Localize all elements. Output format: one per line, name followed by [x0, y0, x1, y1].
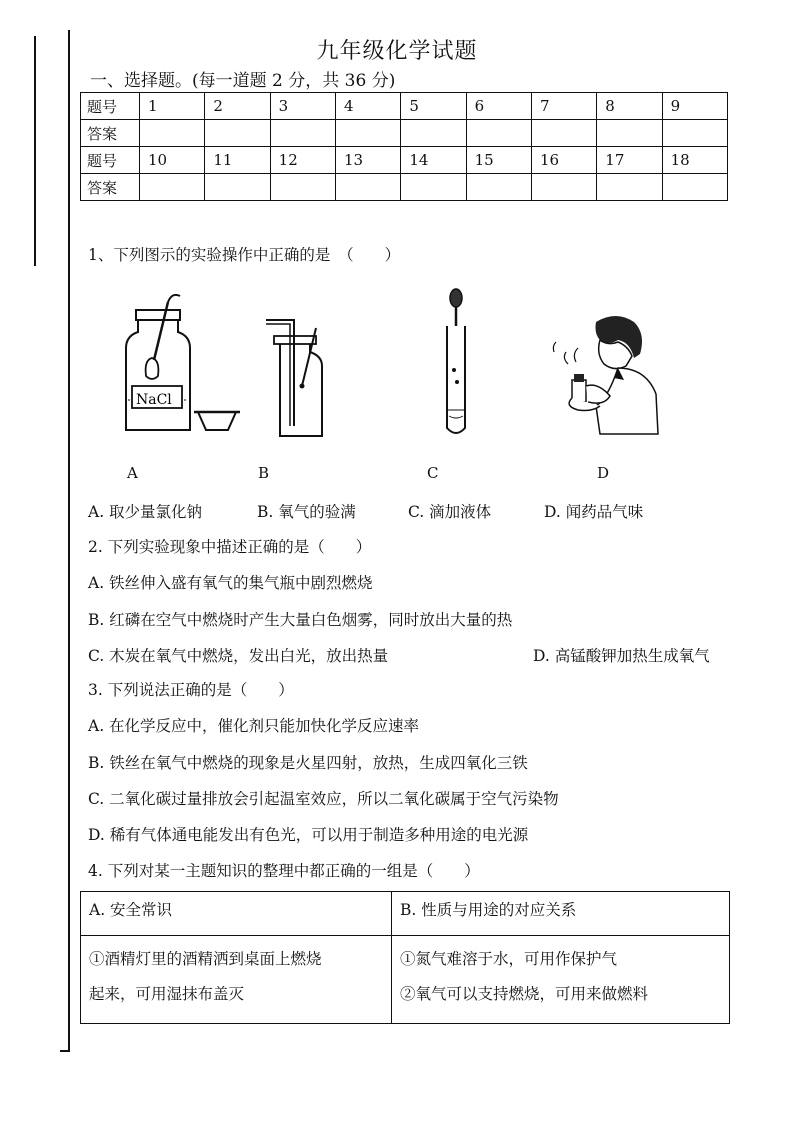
- table-header-b: B. 性质与用途的对应关系: [392, 892, 730, 936]
- figure-a-reagent-bottle: [116, 288, 246, 438]
- answer-cell[interactable]: [662, 120, 727, 147]
- binding-tick: [60, 1050, 70, 1052]
- figure-c-dropper-test-tube: [436, 286, 476, 442]
- question-number-label: 题号: [81, 93, 140, 120]
- answer-cell[interactable]: [531, 120, 596, 147]
- question-number-cell: 2: [205, 93, 270, 120]
- question-2-option-d: D. 高锰酸钾加热生成氧气: [533, 647, 710, 665]
- question-number-cell: 6: [466, 93, 531, 120]
- answer-grid: [80, 92, 728, 201]
- answer-label: 答案: [81, 120, 140, 147]
- answer-cell[interactable]: [401, 120, 466, 147]
- answer-cell[interactable]: [270, 120, 335, 147]
- question-2-option-b: B. 红磷在空气中燃烧时产生大量白色烟雾，同时放出大量的热: [88, 611, 513, 629]
- question-number-cell: 17: [597, 147, 662, 174]
- question-number-row: [81, 147, 728, 174]
- question-1-option-a: A. 取少量氯化钠: [88, 503, 203, 521]
- question-number-cell: 14: [401, 147, 466, 174]
- answer-cell[interactable]: [531, 174, 596, 201]
- question-number-cell: 11: [205, 147, 270, 174]
- question-3-option-a: A. 在化学反应中，催化剂只能加快化学反应速率: [88, 717, 420, 735]
- answer-label: 答案: [81, 174, 140, 201]
- question-number-cell: 16: [531, 147, 596, 174]
- question-number-cell: 7: [531, 93, 596, 120]
- question-4-stem: 4. 下列对某一主题知识的整理中都正确的一组是（ ）: [88, 862, 480, 880]
- section-heading: 一、选择题。(每一道题 2 分，共 36 分): [90, 71, 396, 91]
- answer-cell[interactable]: [466, 120, 531, 147]
- question-3-option-b: B. 铁丝在氧气中燃烧的现象是火星四射，放热，生成四氧化三铁: [88, 754, 528, 772]
- figure-label-b: B: [258, 464, 270, 482]
- question-number-cell: 12: [270, 147, 335, 174]
- question-number-cell: 10: [140, 147, 205, 174]
- question-number-cell: 9: [662, 93, 727, 120]
- answer-cell[interactable]: [335, 174, 400, 201]
- figure-label-c: C: [427, 464, 439, 482]
- question-number-cell: 8: [597, 93, 662, 120]
- question-number-cell: 5: [401, 93, 466, 120]
- figure-d-person-smelling: [548, 306, 658, 436]
- table-header-row: [81, 892, 730, 936]
- answer-cell[interactable]: [140, 120, 205, 147]
- answer-cell[interactable]: [140, 174, 205, 201]
- answer-row: [81, 120, 728, 147]
- page-title: 九年级化学试题: [316, 39, 478, 64]
- binding-line-left: [34, 36, 36, 266]
- question-number-cell: 13: [335, 147, 400, 174]
- nacl-bottle-label: NaCl: [136, 392, 172, 408]
- binding-line-right: [68, 30, 70, 1052]
- answer-cell[interactable]: [270, 174, 335, 201]
- answer-cell[interactable]: [205, 120, 270, 147]
- question-number-label: 题号: [81, 147, 140, 174]
- question-2-option-c: C. 木炭在氧气中燃烧，发出白光，放出热量: [88, 647, 389, 665]
- question-2-stem: 2. 下列实验现象中描述正确的是（ ）: [88, 538, 372, 556]
- table-b-line-1: ①氮气难溶于水，可用作保护气: [400, 950, 618, 968]
- answer-cell[interactable]: [662, 174, 727, 201]
- answer-cell[interactable]: [597, 120, 662, 147]
- answer-row: [81, 174, 728, 201]
- question-4-table: [80, 891, 730, 1024]
- question-number-cell: 18: [662, 147, 727, 174]
- table-b-line-2: ②氧气可以支持燃烧，可用来做燃料: [400, 985, 649, 1003]
- question-1-option-b: B. 氧气的验满: [257, 503, 356, 521]
- question-3-stem: 3. 下列说法正确的是（ ）: [88, 681, 294, 699]
- answer-cell[interactable]: [401, 174, 466, 201]
- table-cell-b: [392, 936, 730, 1024]
- question-1-stem: 1、下列图示的实验操作中正确的是 （ ）: [88, 246, 401, 264]
- answer-cell[interactable]: [597, 174, 662, 201]
- answer-cell[interactable]: [205, 174, 270, 201]
- question-number-cell: 15: [466, 147, 531, 174]
- table-body-row: [81, 936, 730, 1024]
- question-number-cell: 4: [335, 93, 400, 120]
- table-a-line-1: ①酒精灯里的酒精洒到桌面上燃烧: [89, 950, 322, 968]
- question-1-option-d: D. 闻药品气味: [544, 503, 644, 521]
- question-number-row: [81, 93, 728, 120]
- table-cell-a: [81, 936, 392, 1024]
- table-header-a: A. 安全常识: [81, 892, 392, 936]
- question-2-option-a: A. 铁丝伸入盛有氧气的集气瓶中剧烈燃烧: [88, 574, 373, 592]
- question-3-option-c: C. 二氧化碳过量排放会引起温室效应，所以二氧化碳属于空气污染物: [88, 790, 559, 808]
- question-number-cell: 3: [270, 93, 335, 120]
- answer-cell[interactable]: [466, 174, 531, 201]
- question-1-option-c: C. 滴加液体: [408, 503, 492, 521]
- table-a-line-2: 起来，可用湿抹布盖灭: [89, 985, 245, 1003]
- figure-b-gas-bottle: [260, 310, 340, 440]
- question-3-option-d: D. 稀有气体通电能发出有色光，可以用于制造多种用途的电光源: [88, 826, 529, 844]
- figure-label-a: A: [127, 464, 138, 482]
- figure-label-d: D: [597, 464, 610, 482]
- answer-cell[interactable]: [335, 120, 400, 147]
- question-number-cell: 1: [140, 93, 205, 120]
